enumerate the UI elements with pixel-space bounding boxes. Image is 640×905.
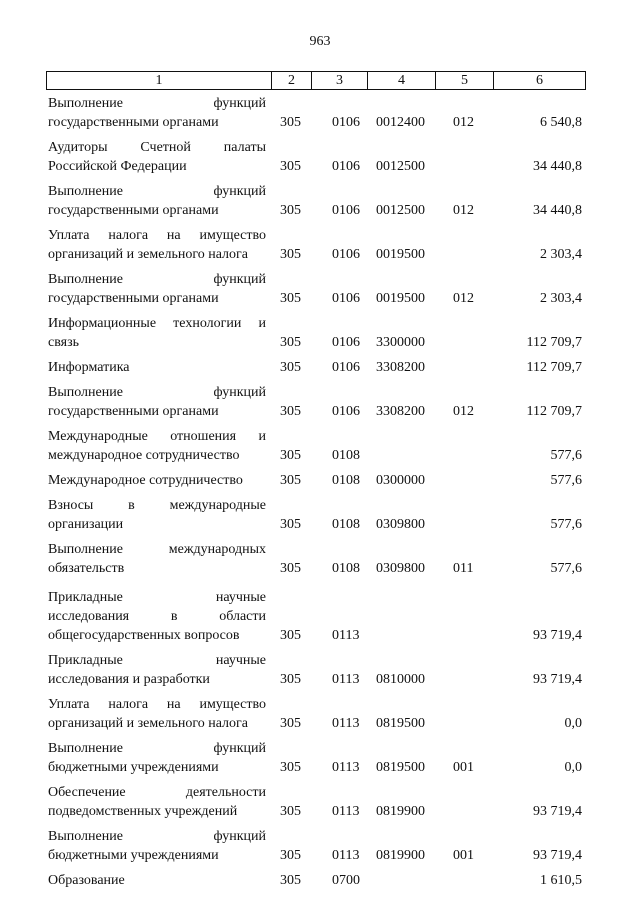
row-cell-c4: 0012500 — [376, 203, 425, 218]
row-cell-c2: 305 — [280, 115, 301, 130]
row-cell-c2: 305 — [280, 291, 301, 306]
row-name-line: Выполнение функций — [48, 741, 266, 756]
row-name — [48, 651, 266, 689]
row-name-line: Международные отношения и — [48, 429, 266, 444]
row-cell-c4: 0019500 — [376, 247, 425, 262]
row-cell-c3: 0700 — [332, 873, 360, 888]
row-name-line: Выполнение функций — [48, 96, 266, 111]
row-cell-c4: 0309800 — [376, 517, 425, 532]
row-name — [48, 739, 266, 777]
row-name — [48, 871, 266, 890]
row-cell-c2: 305 — [280, 716, 301, 731]
row-cell-c2: 305 — [280, 203, 301, 218]
row-cell-c3: 0106 — [332, 335, 360, 350]
row-name-line: Прикладные научные — [48, 653, 266, 668]
row-name-line: Выполнение международных — [48, 542, 266, 557]
row-name — [48, 94, 266, 132]
table-row — [48, 540, 582, 578]
table-row — [48, 827, 582, 865]
row-cell-c4: 0300000 — [376, 473, 425, 488]
table-row — [48, 138, 582, 176]
row-cell-c3: 0108 — [332, 517, 360, 532]
row-cell-c3: 0108 — [332, 473, 360, 488]
row-name-line: бюджетными учреждениями — [48, 760, 219, 775]
row-cell-c6: 93 719,4 — [533, 848, 582, 863]
row-cell-c4: 0019500 — [376, 291, 425, 306]
table-row — [48, 314, 582, 352]
row-cell-c5: 012 — [453, 404, 474, 419]
header-col-6: 6 — [493, 72, 585, 89]
row-cell-c3: 0113 — [332, 672, 360, 687]
row-cell-c4: 0012500 — [376, 159, 425, 174]
row-cell-c3: 0108 — [332, 561, 360, 576]
row-name — [48, 588, 266, 645]
row-cell-c4: 0810000 — [376, 672, 425, 687]
row-cell-c5: 011 — [453, 561, 474, 576]
row-cell-c2: 305 — [280, 360, 301, 375]
table-row — [48, 588, 582, 645]
row-name-line: Выполнение функций — [48, 272, 266, 287]
row-cell-c6: 112 709,7 — [526, 335, 582, 350]
row-cell-c2: 305 — [280, 404, 301, 419]
row-name-line: исследования и разработки — [48, 672, 210, 687]
table-row — [48, 182, 582, 220]
row-name-line: Информатика — [48, 360, 130, 375]
row-cell-c6: 93 719,4 — [533, 804, 582, 819]
row-cell-c6: 577,6 — [550, 473, 582, 488]
row-name — [48, 383, 266, 421]
row-cell-c3: 0108 — [332, 448, 360, 463]
row-name-line: государственными органами — [48, 291, 219, 306]
row-name-line: Прикладные научные — [48, 590, 266, 605]
row-cell-c5: 001 — [453, 848, 474, 863]
row-name-line: Выполнение функций — [48, 829, 266, 844]
row-name — [48, 695, 266, 733]
row-cell-c4: 3308200 — [376, 404, 425, 419]
row-cell-c3: 0106 — [332, 247, 360, 262]
row-cell-c4: 0012400 — [376, 115, 425, 130]
row-cell-c3: 0113 — [332, 804, 360, 819]
row-cell-c2: 305 — [280, 247, 301, 262]
table-row — [48, 358, 582, 377]
row-cell-c6: 0,0 — [564, 760, 582, 775]
page-number: 963 — [309, 34, 331, 49]
row-cell-c4: 0819900 — [376, 804, 425, 819]
row-cell-c3: 0113 — [332, 760, 360, 775]
row-cell-c3: 0106 — [332, 115, 360, 130]
header-col-2: 2 — [271, 72, 311, 89]
row-name-line: государственными органами — [48, 115, 219, 130]
row-cell-c4: 0819900 — [376, 848, 425, 863]
row-cell-c6: 6 540,8 — [540, 115, 582, 130]
row-name-line: международное сотрудничество — [48, 448, 240, 463]
row-cell-c2: 305 — [280, 517, 301, 532]
row-cell-c3: 0106 — [332, 404, 360, 419]
row-cell-c6: 577,6 — [550, 448, 582, 463]
row-name-line: государственными органами — [48, 404, 219, 419]
row-cell-c6: 112 709,7 — [526, 404, 582, 419]
row-name-line: связь — [48, 335, 79, 350]
row-cell-c2: 305 — [280, 848, 301, 863]
row-cell-c6: 2 303,4 — [540, 291, 582, 306]
table-row — [48, 783, 582, 821]
row-name-line: Информационные технологии и — [48, 316, 266, 331]
row-name-line: Выполнение функций — [48, 385, 266, 400]
row-name-line: Образование — [48, 873, 125, 888]
row-cell-c6: 93 719,4 — [533, 628, 582, 643]
row-name — [48, 182, 266, 220]
row-name — [48, 540, 266, 578]
row-cell-c5: 012 — [453, 203, 474, 218]
row-name-line: Выполнение функций — [48, 184, 266, 199]
row-cell-c4: 3308200 — [376, 360, 425, 375]
row-cell-c4: 0309800 — [376, 561, 425, 576]
row-name-line: подведомственных учреждений — [48, 804, 238, 819]
table-row — [48, 94, 582, 132]
table-row — [48, 739, 582, 777]
row-cell-c5: 012 — [453, 115, 474, 130]
table-row — [48, 496, 582, 534]
row-name-line: организаций и земельного налога — [48, 247, 248, 262]
row-name-line: Уплата налога на имущество — [48, 697, 266, 712]
row-cell-c5: 012 — [453, 291, 474, 306]
row-cell-c6: 577,6 — [550, 561, 582, 576]
row-cell-c6: 93 719,4 — [533, 672, 582, 687]
table-row — [48, 471, 582, 490]
row-cell-c6: 2 303,4 — [540, 247, 582, 262]
header-col-4: 4 — [367, 72, 435, 89]
row-name — [48, 471, 266, 490]
table-header — [46, 71, 586, 90]
row-cell-c4: 3300000 — [376, 335, 425, 350]
row-name-line: государственными органами — [48, 203, 219, 218]
table-row — [48, 270, 582, 308]
row-cell-c3: 0113 — [332, 848, 360, 863]
table-row — [48, 226, 582, 264]
row-cell-c2: 305 — [280, 335, 301, 350]
header-col-5: 5 — [435, 72, 493, 89]
header-col-1: 1 — [155, 73, 163, 88]
row-name-line: Взносы в международные — [48, 498, 266, 513]
row-name — [48, 783, 266, 821]
row-name — [48, 358, 266, 377]
row-cell-c2: 305 — [280, 760, 301, 775]
table-row — [48, 427, 582, 465]
row-cell-c6: 112 709,7 — [526, 360, 582, 375]
row-cell-c6: 577,6 — [550, 517, 582, 532]
row-cell-c3: 0113 — [332, 716, 360, 731]
row-name-line: обязательств — [48, 561, 125, 576]
row-name — [48, 270, 266, 308]
row-cell-c4: 0819500 — [376, 716, 425, 731]
row-cell-c2: 305 — [280, 561, 301, 576]
row-name-line: исследования в области — [48, 609, 266, 624]
row-name-line: организаций и земельного налога — [48, 716, 248, 731]
row-cell-c2: 305 — [280, 448, 301, 463]
row-cell-c3: 0106 — [332, 203, 360, 218]
row-cell-c6: 34 440,8 — [533, 159, 582, 174]
row-name-line: Международное сотрудничество — [48, 473, 243, 488]
row-cell-c3: 0106 — [332, 159, 360, 174]
row-name — [48, 314, 266, 352]
row-cell-c6: 1 610,5 — [540, 873, 582, 888]
row-cell-c6: 0,0 — [564, 716, 582, 731]
row-cell-c2: 305 — [280, 473, 301, 488]
row-cell-c3: 0113 — [332, 628, 360, 643]
row-cell-c3: 0106 — [332, 291, 360, 306]
row-cell-c2: 305 — [280, 804, 301, 819]
row-cell-c2: 305 — [280, 159, 301, 174]
row-cell-c2: 305 — [280, 873, 301, 888]
header-col-3: 3 — [311, 72, 367, 89]
row-name-line: бюджетными учреждениями — [48, 848, 219, 863]
row-name — [48, 138, 266, 176]
row-name-line: организации — [48, 517, 124, 532]
row-name — [48, 226, 266, 264]
row-name — [48, 427, 266, 465]
row-name-line: Российской Федерации — [48, 159, 187, 174]
row-name-line: Аудиторы Счетной палаты — [48, 140, 266, 155]
table-row — [48, 695, 582, 733]
row-name — [48, 496, 266, 534]
row-name-line: Уплата налога на имущество — [48, 228, 266, 243]
row-name-line: общегосударственных вопросов — [48, 628, 240, 643]
row-cell-c3: 0106 — [332, 360, 360, 375]
row-cell-c5: 001 — [453, 760, 474, 775]
row-cell-c2: 305 — [280, 672, 301, 687]
table-row — [48, 871, 582, 890]
row-cell-c6: 34 440,8 — [533, 203, 582, 218]
row-cell-c2: 305 — [280, 628, 301, 643]
row-cell-c4: 0819500 — [376, 760, 425, 775]
row-name-line: Обеспечение деятельности — [48, 785, 266, 800]
table-row — [48, 383, 582, 421]
row-name — [48, 827, 266, 865]
table-row — [48, 651, 582, 689]
table-body — [48, 94, 582, 896]
